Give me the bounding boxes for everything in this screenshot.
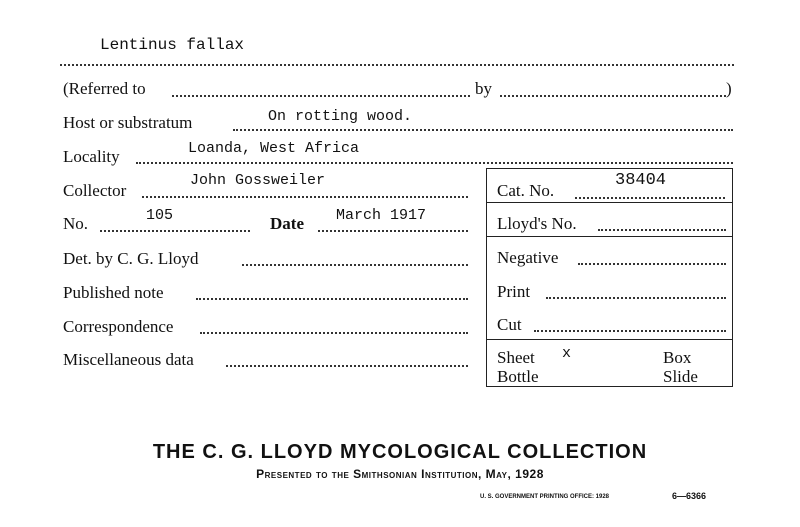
host-value: On rotting wood. (268, 108, 413, 125)
cut-rule (486, 339, 733, 340)
locality-value: Loanda, West Africa (188, 140, 360, 157)
misc-field (226, 365, 468, 367)
close-paren: ) (726, 79, 732, 98)
date-field (318, 230, 468, 232)
misc-label: Miscellaneous data (63, 350, 194, 369)
printing-office-note: U. S. GOVERNMENT PRINTING OFFICE: 1928 (480, 494, 610, 500)
lloyds-no-label: Lloyd's No. (497, 214, 577, 233)
name-underline (60, 64, 734, 66)
specimen-name: Lentinus fallax (100, 36, 245, 54)
cat-no-value: 38404 (615, 171, 667, 190)
cat-no-label: Cat. No. (497, 181, 555, 200)
print-field (546, 297, 726, 299)
collection-title: THE C. G. LLOYD MYCOLOGICAL COLLECTION (152, 441, 648, 463)
locality-label: Locality (63, 147, 120, 166)
collector-field (142, 196, 468, 198)
cat-no-rule (486, 202, 733, 203)
published-note-label: Published note (63, 283, 164, 302)
cut-label: Cut (497, 315, 522, 334)
by-label: by (475, 79, 492, 98)
box-label: Box (663, 348, 692, 367)
collector-value: John Gossweiler (190, 172, 326, 189)
cat-no-field (575, 197, 725, 199)
cut-field (534, 330, 726, 332)
det-by-label: Det. by C. G. Lloyd (63, 249, 199, 268)
referred-to-field (172, 95, 470, 97)
published-note-field (196, 298, 468, 300)
host-label: Host or substratum (63, 113, 193, 132)
sheet-label: Sheet (497, 348, 535, 367)
correspondence-label: Correspondence (63, 317, 174, 336)
collection-subtitle: Presented to the Smithsonian Institution, May, 1928 (256, 467, 544, 481)
form-number: 6—6366 (672, 491, 707, 501)
referred-to-label: (Referred to (63, 79, 146, 98)
no-label: No. (63, 214, 89, 233)
sheet-mark: x (562, 345, 572, 362)
by-field (500, 95, 726, 97)
lloyds-no-rule (486, 236, 733, 237)
bottle-label: Bottle (497, 367, 539, 386)
slide-label: Slide (663, 367, 698, 386)
host-field (233, 129, 733, 131)
negative-field (578, 263, 726, 265)
number-value: 105 (146, 207, 174, 224)
date-label: Date (270, 214, 304, 233)
date-value: March 1917 (336, 207, 427, 224)
print-label: Print (497, 282, 531, 301)
correspondence-field (200, 332, 468, 334)
collector-label: Collector (63, 181, 127, 200)
det-by-field (242, 264, 468, 266)
negative-label: Negative (497, 248, 559, 267)
locality-field (136, 162, 733, 164)
number-field (100, 230, 250, 232)
lloyds-no-field (598, 229, 726, 231)
